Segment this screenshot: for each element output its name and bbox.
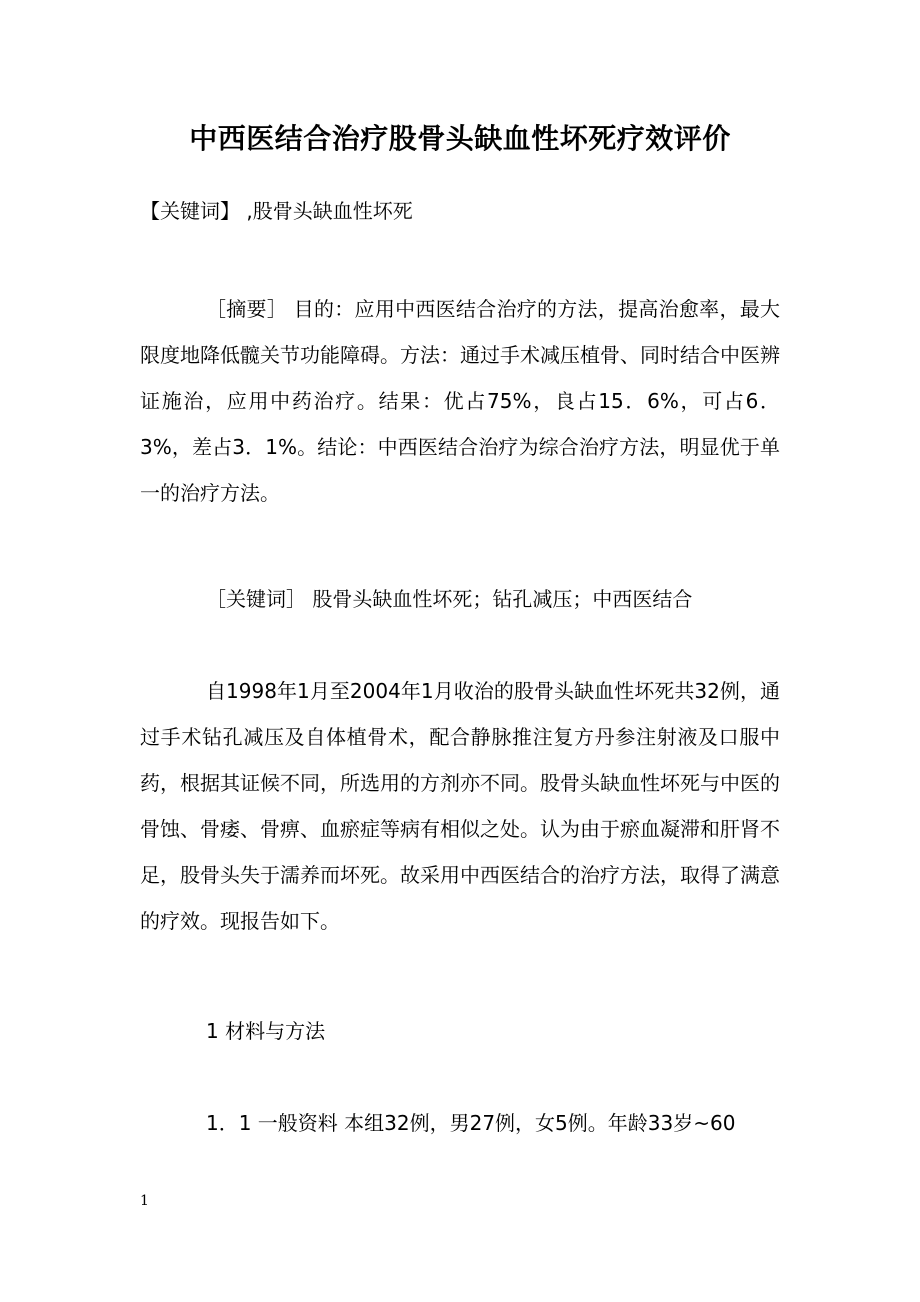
keywords-paragraph <box>140 576 780 622</box>
subsection-text: 1．1 一般资料 本组32例，男27例，女5例。年龄33岁~60 <box>206 1111 736 1135</box>
section-heading-text: 1 材料与方法 <box>206 1019 326 1043</box>
document-title: 中西医结合治疗股骨头缺血性坏死疗效评价 <box>189 122 731 155</box>
body-text: 自1998年1月至2004年1月收治的股骨头缺血性坏死共32例，通过手术钻孔减压及自体植骨术，配合静脉推注复方丹参注射液及口服中药，根据其证候不同，所选用的方剂亦不同。股骨头缺血性坏死与中医的骨蚀、骨痿、骨痹、血瘀症等病有相似之处。认为由于瘀血凝滞和肝肾不足，股骨头失于濡养而坏死。故采用中西医结合的治疗方法，取得了满意的疗效。现报告如下。 <box>140 679 780 933</box>
section-heading <box>140 1008 780 1054</box>
abstract-paragraph <box>140 286 780 516</box>
subsection-paragraph <box>140 1100 780 1146</box>
abstract-text: ［摘要］ 目的：应用中西医结合治疗的方法，提高治愈率，最大限度地降低髋关节功能障碍。方法：通过手术减压植骨、同时结合中医辨证施治，应用中药治疗。结果：优占75%，良占15．6%，可占6．3%，差占3．1%。结论：中西医结合治疗为综合治疗方法，明显优于单一的治疗方法。 <box>140 297 780 505</box>
body-paragraph <box>140 668 780 944</box>
keywords-heading: 【关键词】 ,股骨头缺血性坏死 <box>140 199 413 223</box>
keywords-text: ［关键词］ 股骨头缺血性坏死；钻孔减压；中西医结合 <box>206 587 693 611</box>
page-number: 1 <box>140 1193 149 1209</box>
